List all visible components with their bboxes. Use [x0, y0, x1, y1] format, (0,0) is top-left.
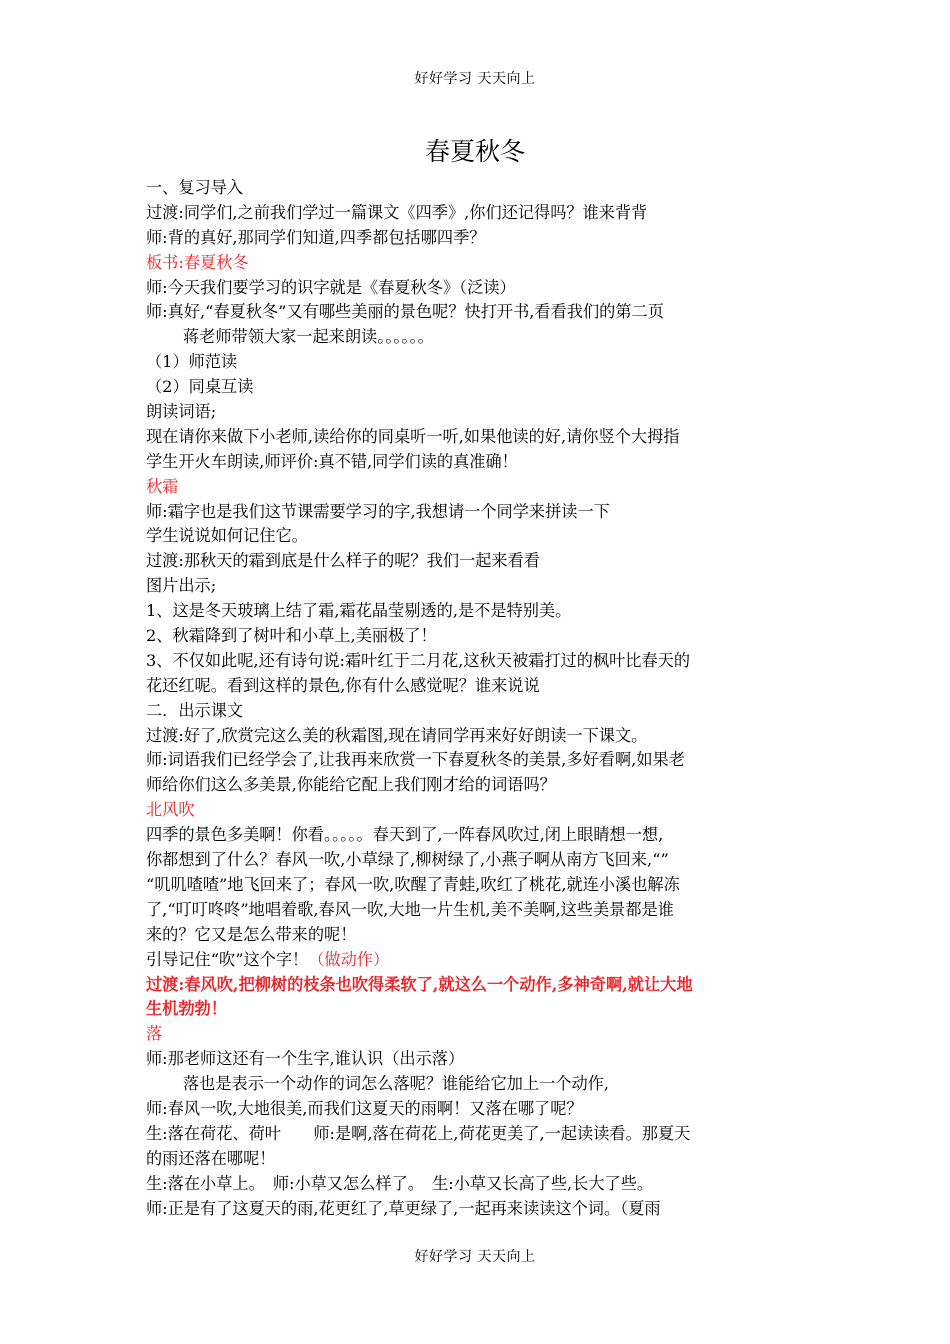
list-item: 2、秋霜降到了树叶和小草上,美丽极了！: [146, 626, 437, 646]
paragraph-line: 四季的景色多美啊！你看。。。。。春天到了,一阵春风吹过,闭上眼睛想一想,: [146, 825, 664, 845]
list-item: （1）师范读: [146, 352, 238, 372]
paragraph-line: 现在请你来做下小老师,读给你的同桌听一听,如果他读的好,请你竖个大拇指: [146, 426, 680, 446]
paragraph-line: 了,“叮叮咚咚”地唱着歌,春风一吹,大地一片生机,美不美啊,这些美景都是谁: [146, 899, 674, 919]
paragraph-line: 你都想到了什么？春风一吹,小草绿了,柳树绿了,小燕子啊从南方飞回来,“”: [146, 850, 669, 870]
paragraph-line: 师:背的真好,那同学们知道,四季都包括哪四季？: [146, 227, 486, 247]
paragraph-line: 花还红呢。看到这样的景色,你有什么感觉呢？谁来说说: [146, 675, 540, 695]
paragraph-line: 师:那老师这还有一个生字,谁认识（出示落）: [146, 1049, 465, 1069]
list-item: 1、这是冬天玻璃上结了霜,霜花晶莹剔透的,是不是特别美。: [146, 601, 572, 621]
list-item: （2）同桌互读: [146, 377, 254, 397]
paragraph-line: 学生说说如何记住它。: [146, 526, 308, 546]
list-item: 3、不仅如此呢,还有诗句说:霜叶红于二月花,这秋天被霜打过的枫叶比春天的: [146, 650, 691, 670]
paragraph-line: 朗读词语;: [146, 402, 217, 422]
paragraph-line: 师:今天我们要学习的识字就是《春夏秋冬》（泛读）: [146, 277, 516, 297]
paragraph-line: “叽叽喳喳”地飞回来了；春风一吹,吹醒了青蛙,吹红了桃花,就连小溪也解冻: [146, 874, 680, 894]
section-heading: 二．出示课文: [146, 700, 244, 720]
guide-text: 引导记住“吹”这个字！: [146, 949, 309, 969]
paragraph-line: 学生开火车朗读,师评价:真不错,同学们读的真准确！: [146, 451, 518, 471]
highlight-heading: 落: [146, 1024, 163, 1044]
section-heading: 一、复习导入: [146, 178, 244, 197]
document-body: [146, 176, 810, 1221]
document-title: 春夏秋冬: [424, 137, 525, 166]
highlight-line: 过渡:春风吹,把柳树的枝条也吹得柔软了,就这么一个动作,多神奇啊,就让大地: [146, 974, 693, 994]
page-header: 好好学习 天天向上: [414, 71, 536, 87]
paragraph-line: 过渡:好了,欣赏完这么美的秋霜图,现在请同学再来好好朗读一下课文。: [146, 725, 648, 745]
paragraph-line: 过渡:同学们,之前我们学过一篇课文《四季》,你们还记得吗？谁来背背: [146, 202, 648, 222]
highlight-line: 生机勃勃！: [146, 999, 227, 1019]
paragraph-line: 的雨还落在哪呢！: [146, 1148, 276, 1168]
paragraph-line: 师:真好,“春夏秋冬”又有哪些美丽的景色呢？快打开书,看看我们的第二页: [146, 302, 664, 322]
paragraph-line: 师:正是有了这夏天的雨,花更红了,草更绿了,一起再来读读这个词。（夏雨: [146, 1198, 661, 1218]
highlight-heading: 北风吹: [146, 800, 195, 820]
paragraph-line: 蒋老师带领大家一起来朗读。。。。。。: [183, 327, 434, 347]
highlight-heading: 秋霜: [146, 476, 179, 496]
action-note: （做动作）: [308, 949, 390, 969]
paragraph-line: 来的？它又是怎么带来的呢！: [146, 924, 357, 944]
paragraph-line: 生:落在小草上。 师:小草又怎么样了。 生:小草又长高了些,长大了些。: [146, 1173, 654, 1193]
paragraph-line: 落也是表示一个动作的词怎么落呢？谁能给它加上一个动作,: [183, 1074, 610, 1094]
paragraph-line: 过渡:那秋天的霜到底是什么样子的呢？我们一起来看看: [146, 551, 540, 571]
highlight-heading: 板书:春夏秋冬: [146, 252, 249, 272]
paragraph-line: 图片出示;: [146, 576, 217, 596]
paragraph-line: 师:词语我们已经学会了,让我再来欣赏一下春夏秋冬的美景,多好看啊,如果老: [146, 750, 685, 770]
paragraph-line: 师:春风一吹,大地很美,而我们这夏天的雨啊！又落在哪了呢？: [146, 1098, 583, 1118]
paragraph-line: [146, 948, 810, 973]
paragraph-line: 师给你们这么多美景,你能给它配上我们刚才给的词语吗？: [146, 775, 556, 795]
paragraph-line: 师:霜字也是我们这节课需要学习的字,我想请一个同学来拼读一下: [146, 501, 610, 521]
page-footer: 好好学习 天天向上: [414, 1249, 536, 1265]
paragraph-line: 生:落在荷花、荷叶 师:是啊,落在荷花上,荷花更美了,一起读读看。那夏天: [146, 1123, 691, 1143]
